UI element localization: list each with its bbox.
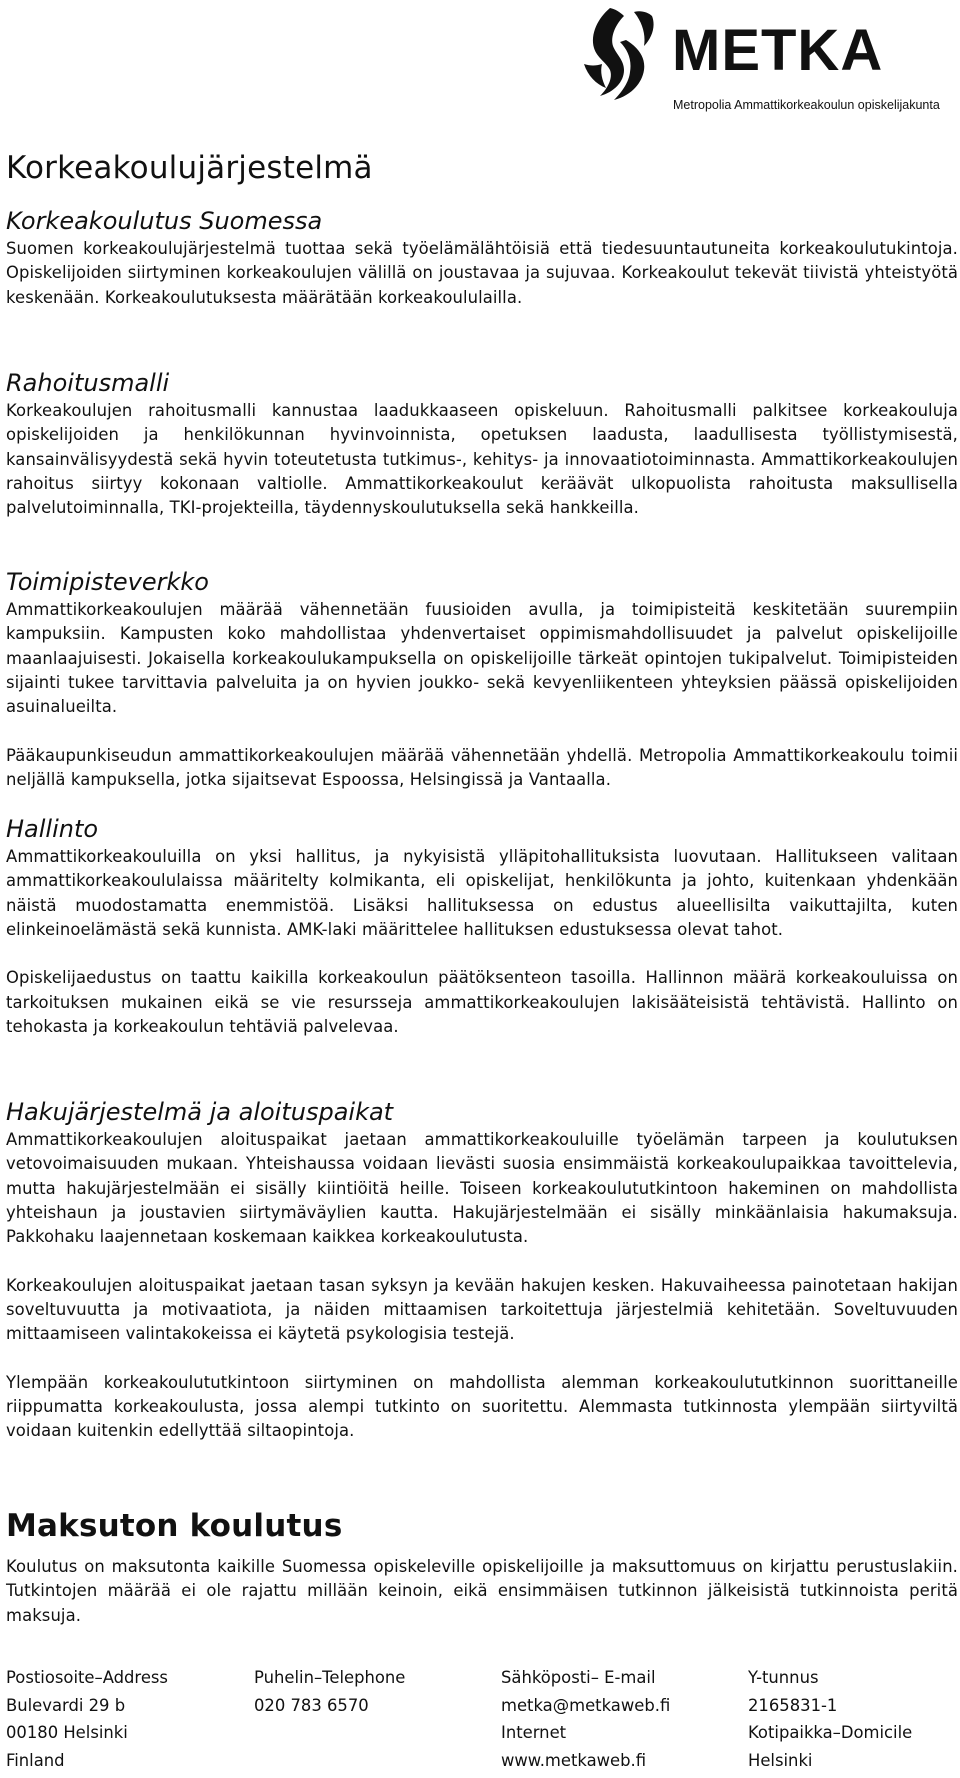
section-paragraph: Koulutus on maksutonta kaikille Suomessa opiskeleville opiskelijoille ja maksuttomuus on kirjattu perustuslakiin. Tutkintojen määrää ei ole rajattu millään keinoin, eikä ensimmäisen tutkinnon jälkeisistä tutkinnoista peritä maksuja. bbox=[6, 1557, 958, 1625]
footer-value: 00180 Helsinki bbox=[6, 1723, 128, 1742]
section-maksuton-koulutus bbox=[6, 1508, 958, 1628]
section-heading: Toimipisteverkko bbox=[6, 568, 209, 596]
section-paragraph: Korkeakoulujen aloituspaikat jaetaan tasan syksyn ja kevään hakujen kesken. Hakuvaiheessa painotetaan hakijan soveltuvuutta ja motivaatiota, ja näiden mittaamisen tarkoitettuja järjestelmiä kehitetään. Soveltuvuuden mittaamiseen valintakokeissa ei käytetä psykologisia testejä. bbox=[6, 1275, 958, 1344]
section-heading: Hallinto bbox=[6, 815, 99, 843]
section-toimipisteverkko bbox=[6, 567, 958, 792]
section-heading: Rahoitusmalli bbox=[6, 369, 170, 397]
section-heading: Hakujärjestelmä ja aloituspaikat bbox=[6, 1098, 394, 1126]
footer-label: Postiosoite–Address bbox=[6, 1668, 168, 1687]
footer-value: Finland bbox=[6, 1750, 65, 1770]
section-heading: Korkeakoulutus Suomessa bbox=[6, 207, 323, 235]
footer-value: 020 783 6570 bbox=[254, 1695, 369, 1715]
metka-emblem-icon bbox=[580, 4, 672, 104]
section-paragraph: Ylempään korkeakoulututkintoon siirtyminen on mahdollista alemman korkeakoulututkinnon suorittaneille riippumatta korkeakoulusta, jossa alempi tutkinto on suoritettu. Alemmasta tutkinnosta ylempään siirtyviltä voidaan kuitenkin edellyttää siltaopintoja. bbox=[6, 1372, 958, 1441]
footer-website-link[interactable]: www.metkaweb.fi bbox=[501, 1750, 647, 1770]
footer-label: Y-tunnus bbox=[748, 1668, 819, 1687]
footer-label: Kotipaikka–Domicile bbox=[748, 1723, 913, 1742]
footer-company-column bbox=[748, 1664, 960, 1774]
section-paragraph: Ammattikorkeakoulujen aloituspaikat jaetaan ammattikorkeakouluille työelämän tarpeen ja koulutuksen vetovoimaisuuden mukaan. Yhteishaussa voidaan lievästi suosia ensimmäistä korkeakoulupaikkaa tavoittelevia, mutta hakujärjestelmään ei sisälly kiintiöitä heille. Toiseen korkeakoulututkintoon hakeminen on mahdollista yhteishaun ja joustavien siirtymäväylien kautta. Hakujärjestelmään ei sisälly minkäänlaisia hakumaksuja. Pakkohaku laajennetaan koskemaan kaikkea korkeakoulutusta. bbox=[6, 1130, 958, 1247]
section-paragraph: Suomen korkeakoulujärjestelmä tuottaa sekä työelämälähtöisiä että tiedesuuntautuneita korkeakoulutukintoja. Opiskelijoiden siirtyminen korkeakoulujen välillä on joustavaa ja sujuvaa. Korkeakoulut tekevät tiivistä yhteistyötä keskenään. Korkeakoulutuksesta määrätään korkeakoululailla. bbox=[6, 239, 958, 307]
section-paragraph: Opiskelijaedustus on taattu kaikilla korkeakoulun päätöksenteon tasoilla. Hallinnon määrä korkeakouluissa on tarkoituksen mukainen eikä se vie resursseja ammattikorkeakoulujen lakisääteisistä tehtävistä. Hallinto on tehokasta ja korkeakoulun tehtäviä palvelevaa. bbox=[6, 968, 958, 1036]
footer-label: Internet bbox=[501, 1723, 567, 1742]
footer-value: 2165831-1 bbox=[748, 1695, 838, 1715]
section-hakujarjestelma bbox=[6, 1097, 958, 1443]
section-paragraph: Ammattikorkeakoulujen määrää vähennetään fuusioiden avulla, ja toimipisteitä keskitetään suurempiin kampuksiin. Kampusten koko mahdollistaa yhdenvertaiset oppimismahdollisuudet ja palvelut opiskelijoille maanlaajuisesti. Jokaisella korkeakoulukampuksella on opiskelijoille tärkeät opintojen tukipalvelut. Toimipisteiden sijainti tukee tarvittavia palveluita ja on hyvien joukko- sekä kevyenliikenteen yhteyksien päässä opiskelijoiden asuinalueilta. bbox=[6, 600, 958, 717]
section-rahoitusmalli bbox=[6, 368, 958, 521]
logo-wordmark: METKA bbox=[672, 18, 884, 83]
page-title: Korkeakoulujärjestelmä bbox=[6, 150, 373, 186]
footer-address-column bbox=[6, 1664, 236, 1774]
footer-phone-column bbox=[254, 1664, 484, 1719]
footer-email-link[interactable]: metka@metkaweb.fi bbox=[501, 1695, 671, 1715]
footer-value: Bulevardi 29 b bbox=[6, 1695, 126, 1715]
section-heading: Maksuton koulutus bbox=[6, 1508, 343, 1544]
logo-subtitle: Metropolia Ammattikorkeakoulun opiskelijakunta bbox=[673, 98, 940, 112]
section-hallinto bbox=[6, 814, 958, 1039]
footer-email-column bbox=[501, 1664, 731, 1774]
footer-label: Sähköposti– E-mail bbox=[501, 1668, 656, 1687]
metka-logo bbox=[580, 0, 950, 124]
section-korkeakoulutus-suomessa bbox=[6, 206, 958, 310]
section-paragraph: Pääkaupunkiseudun ammattikorkeakoulujen määrää vähennetään yhdellä. Metropolia Ammattikorkeakoulu toimii neljällä kampuksella, jotka sijaitsevat Espoossa, Helsingissä ja Vantaalla. bbox=[6, 745, 958, 789]
footer-value: Helsinki bbox=[748, 1750, 813, 1770]
footer-label: Puhelin–Telephone bbox=[254, 1668, 406, 1687]
section-paragraph: Korkeakoulujen rahoitusmalli kannustaa laadukkaaseen opiskeluun. Rahoitusmalli palkitsee korkeakouluja opiskelijoiden ja henkilökunnan hyvinvoinnista, opetuksen laadusta, laadullisesta työllistymisestä, kansainvälisyydestä sekä hyvin toteutetusta tutkimus-, kehitys- ja innovaatiotoiminnasta. Ammattikorkeakoulujen rahoitus siirtyy kokonaan valtiolle. Ammattikorkeakoulut keräävät ulkopuolista rahoitusta maksullisella palvelutoiminnalla, TKI-projekteilla, täydennyskoulutuksella sekä hankkeilla. bbox=[6, 401, 958, 518]
section-paragraph: Ammattikorkeakouluilla on yksi hallitus, ja nykyisistä ylläpitohallituksista luovutaan. Hallitukseen valitaan ammattikorkeakoululaissa määritelty kolmikanta, eli opiskelijat, henkilökunta ja johto, kuitenkaan yhdenkään näistä muodostamatta enemmistöä. Lisäksi hallituksessa on edustus alueellisilta vaikuttajilta, kuten elinkeinoelämästä sekä kunnista. AMK-laki määrittelee hallituksen edustuksessa olevat tahot. bbox=[6, 847, 958, 940]
